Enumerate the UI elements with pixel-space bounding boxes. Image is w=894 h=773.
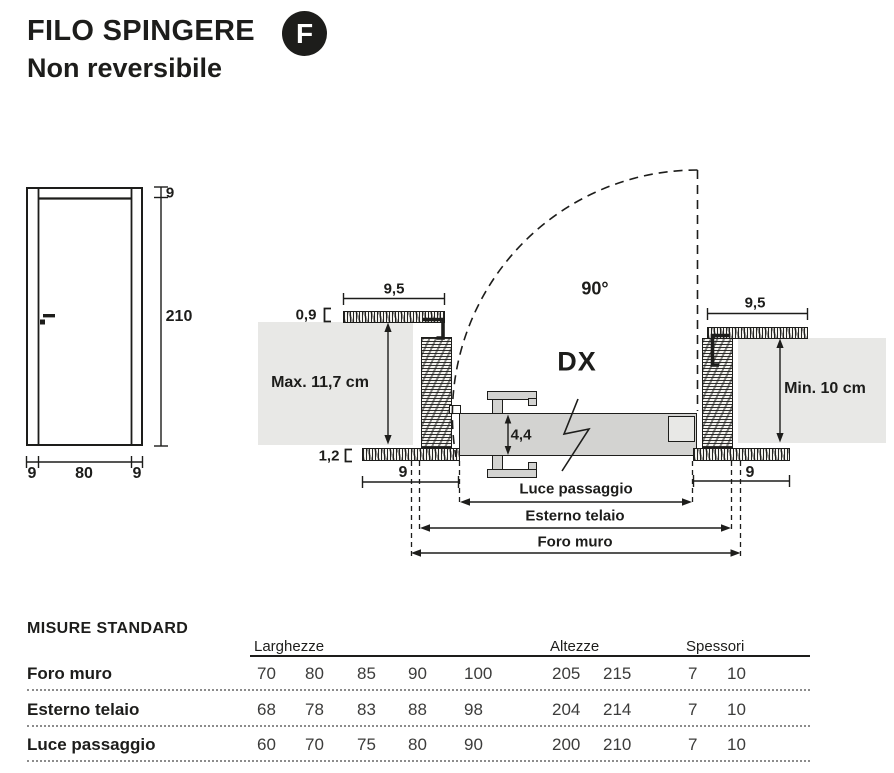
table-cell: 90 (464, 735, 483, 754)
table-row-separator (27, 725, 810, 727)
table-cell: 83 (357, 700, 376, 719)
architrave-bottom-left (362, 448, 460, 461)
table-row-label: Esterno telaio (27, 700, 140, 719)
jamb-left (421, 337, 452, 448)
table-cell: 100 (464, 664, 493, 683)
table-title: MISURE STANDARD (27, 620, 189, 637)
jamb-right (702, 338, 733, 448)
dim-esterno-telaio-label: Esterno telaio (525, 507, 625, 525)
table-cell: 200 (552, 735, 581, 754)
table-col-header-altezze: Altezze (550, 638, 600, 655)
architrave-bottom-right (693, 448, 790, 461)
table-cell: 7 (688, 664, 698, 683)
hinge-block (668, 416, 695, 442)
table-cell: 10 (727, 700, 746, 719)
type-badge: F (282, 11, 327, 56)
table-cell: 60 (257, 735, 276, 754)
dim-architrave-thickness: 0,9 (295, 306, 317, 324)
dim-foro-muro-label: Foro muro (537, 533, 613, 551)
dim-esterno-telaio (420, 524, 731, 532)
architrave-top-left (343, 311, 445, 323)
dim-right-frame-depth: 9 (745, 464, 755, 481)
front-view-door-frame (26, 187, 143, 446)
table-cell: 7 (688, 700, 698, 719)
table-header-rule (250, 655, 810, 657)
dim-left-frame-width: 9,5 (383, 280, 405, 298)
opening-angle-label: 90° (581, 278, 609, 299)
dim-door-thickness: 4,4 (510, 426, 532, 444)
plan-dim-right-depth (694, 475, 790, 487)
dim-front-top-frame: 9 (165, 184, 175, 202)
table-bottom-separator (27, 760, 810, 762)
dim-front-height: 210 (165, 308, 193, 325)
wall-left-label: Max. 11,7 cm (271, 374, 369, 391)
dim-front-bottom-right: 9 (132, 465, 142, 482)
table-cell: 215 (603, 664, 632, 683)
table-cell: 75 (357, 735, 376, 754)
page-title: FILO SPINGERE (27, 15, 255, 47)
table-cell: 80 (305, 664, 324, 683)
table-row-label: Foro muro (27, 664, 112, 683)
dim-luce-passaggio (460, 498, 692, 506)
page-subtitle: Non reversibile (27, 53, 223, 83)
plan-dim-left-depth (363, 476, 459, 488)
table-row-separator (27, 689, 810, 691)
table-row-label: Luce passaggio (27, 735, 156, 754)
wall-right-label: Min. 10 cm (784, 380, 866, 397)
dim-right-frame-width: 9,5 (744, 294, 766, 312)
table-cell: 205 (552, 664, 581, 683)
dim-front-bottom-width: 80 (75, 465, 93, 482)
table-cell: 7 (688, 735, 698, 754)
door-handle-plan-bottom (487, 469, 537, 478)
table-cell: 88 (408, 700, 427, 719)
table-cell: 204 (552, 700, 581, 719)
table-cell: 68 (257, 700, 276, 719)
table-cell: 78 (305, 700, 324, 719)
door-leaf-plan (459, 413, 697, 456)
table-col-header-larghezze: Larghezze (254, 638, 325, 655)
door-handle-plan-bottom-lip (528, 462, 537, 470)
table-cell: 85 (357, 664, 376, 683)
door-handle-plan-top-lip (528, 398, 537, 406)
table-cell: 70 (257, 664, 276, 683)
table-cell: 90 (408, 664, 427, 683)
table-cell: 98 (464, 700, 483, 719)
hand-label: DX (557, 346, 597, 377)
table-cell: 70 (305, 735, 324, 754)
dim-left-frame-depth: 9 (398, 464, 408, 481)
table-cell: 10 (727, 664, 746, 683)
bracket-architrave (325, 309, 332, 322)
table-cell: 210 (603, 735, 632, 754)
table-col-header-spessori: Spessori (686, 638, 745, 655)
dim-front-bottom-left: 9 (27, 465, 37, 482)
table-cell: 10 (727, 735, 746, 754)
table-cell: 214 (603, 700, 632, 719)
table-cell: 80 (408, 735, 427, 754)
dim-luce-passaggio-label: Luce passaggio (519, 480, 633, 498)
bracket-bottom-architrave (346, 450, 353, 462)
dim-bottom-architrave-thickness: 1,2 (318, 447, 340, 465)
door-handle-plan-top-stem (492, 398, 503, 414)
